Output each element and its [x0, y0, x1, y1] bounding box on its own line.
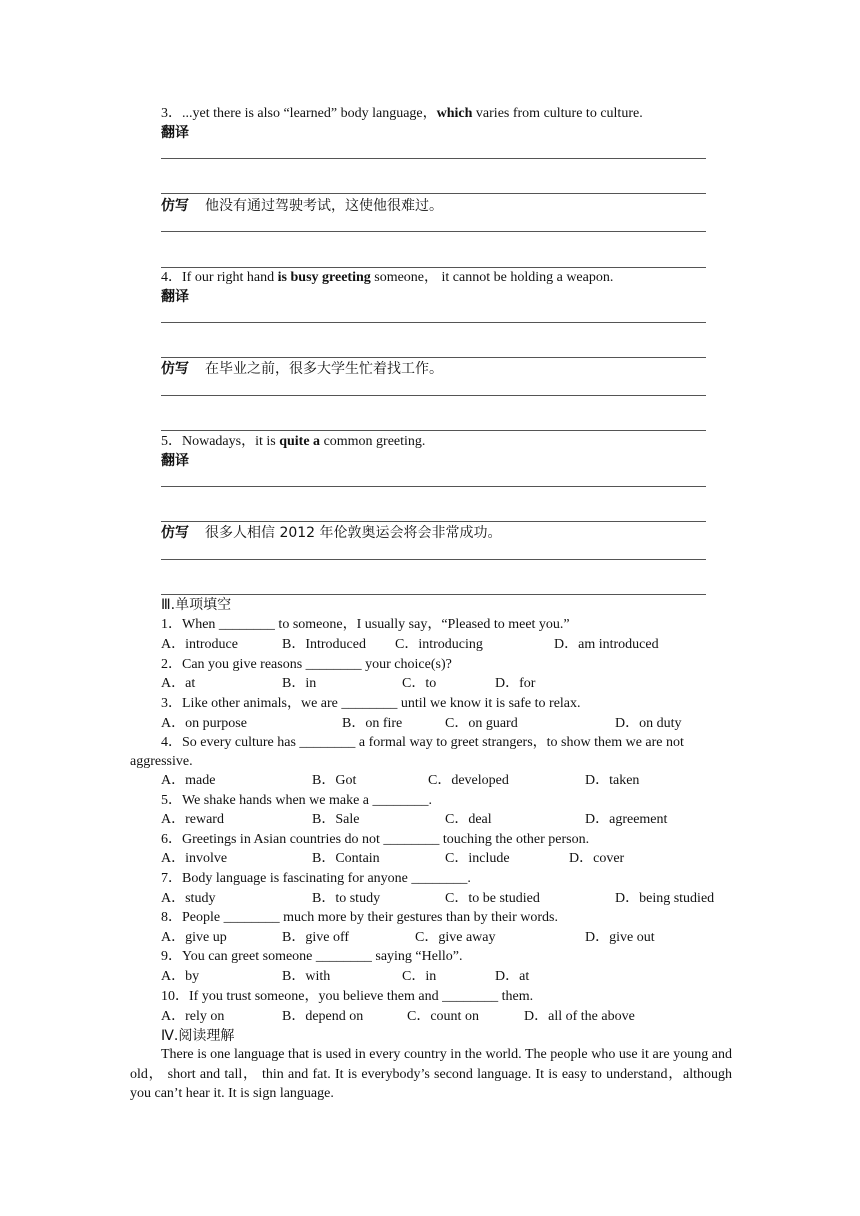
sentence-3 — [161, 107, 643, 121]
option-c[interactable]: C．to — [402, 676, 437, 691]
option-c[interactable]: C．in — [402, 969, 437, 984]
answer-line[interactable] — [161, 357, 706, 358]
answer-line[interactable] — [161, 395, 706, 396]
key-phrase: quite a — [279, 434, 321, 449]
option-b[interactable]: B．Contain — [312, 851, 380, 866]
section-title: Ⅳ.阅读理解 — [161, 1028, 235, 1044]
question-stem: 10．If you trust someone，you believe them and ________ them. — [161, 989, 534, 1004]
option-b[interactable]: B．Introduced — [282, 637, 366, 652]
translate-label: 翻译 — [161, 453, 189, 469]
translate-label: 翻译 — [161, 289, 189, 305]
option-c[interactable]: C．count on — [407, 1009, 479, 1024]
section-title: Ⅲ.单项填空 — [161, 597, 232, 613]
answer-line[interactable] — [161, 594, 706, 595]
option-b[interactable]: B．Got — [312, 773, 357, 788]
sentence-text: ...yet there is also “learned” body language， — [182, 106, 437, 121]
option-c[interactable]: C．introducing — [395, 637, 483, 652]
question-stem: 7．Body language is fascinating for anyone ________. — [161, 871, 471, 886]
answer-line[interactable] — [161, 322, 706, 323]
sentence-text: Nowadays，it is — [182, 434, 280, 449]
question-stem: 2．Can you give reasons ________ your choice(s)? — [161, 657, 452, 672]
sentence-text: someone， it cannot be holding a weapon. — [370, 270, 614, 285]
imitate-label: 仿写 — [161, 525, 189, 541]
imitate-row — [161, 199, 443, 213]
option-d[interactable]: D．agreement — [585, 812, 668, 827]
sentence-text: If our right hand — [182, 270, 278, 285]
answer-line[interactable] — [161, 559, 706, 560]
imitate-text: 他没有通过驾驶考试，这使他很难过。 — [205, 198, 443, 214]
option-b[interactable]: B．in — [282, 676, 317, 691]
answer-line[interactable] — [161, 193, 706, 194]
option-d[interactable]: D．being studied — [615, 891, 715, 906]
option-c[interactable]: C．developed — [428, 773, 509, 788]
option-b[interactable]: B．to study — [312, 891, 381, 906]
question-stem: 3．Like other animals，we are ________ until we know it is safe to relax. — [161, 696, 581, 711]
imitate-text: 很多人相信 2012 年伦敦奥运会将会非常成功。 — [205, 525, 502, 541]
answer-line[interactable] — [161, 486, 706, 487]
sentence-number: 3． — [161, 106, 182, 121]
option-b[interactable]: B．give off — [282, 930, 350, 945]
option-c[interactable]: C．deal — [445, 812, 492, 827]
option-a[interactable]: A．involve — [161, 851, 228, 866]
option-b[interactable]: B．with — [282, 969, 331, 984]
option-d[interactable]: D．taken — [585, 773, 640, 788]
sentence-5 — [161, 435, 425, 449]
sentence-number: 5． — [161, 434, 182, 449]
imitate-row — [161, 362, 443, 376]
key-phrase: is busy greeting — [277, 270, 371, 285]
option-b[interactable]: B．on fire — [342, 716, 403, 731]
option-a[interactable]: A．rely on — [161, 1009, 225, 1024]
option-b[interactable]: B．Sale — [312, 812, 360, 827]
option-c[interactable]: C．on guard — [445, 716, 518, 731]
question-stem: 5．We shake hands when we make a ________. — [161, 793, 433, 808]
question-stem: 4．So every culture has ________ a formal way to greet strangers，to show them we are not — [161, 735, 684, 750]
imitate-label: 仿写 — [161, 361, 189, 377]
reading-passage: There is one language that is used in every country in the world. The people who use it are young and old， short and tall， thin and fat. It is everybody’s second language. It is easy to understand，although you can’t hear it. It is sign language. — [130, 1047, 732, 1101]
option-a[interactable]: A．give up — [161, 930, 227, 945]
answer-line[interactable] — [161, 158, 706, 159]
question-stem: 8．People ________ much more by their gestures than by their words. — [161, 910, 558, 925]
answer-line[interactable] — [161, 521, 706, 522]
option-a[interactable]: A．study — [161, 891, 216, 906]
imitate-text: 在毕业之前，很多大学生忙着找工作。 — [205, 361, 443, 377]
option-c[interactable]: C．to be studied — [445, 891, 540, 906]
option-d[interactable]: D．give out — [585, 930, 655, 945]
option-d[interactable]: D．all of the above — [524, 1009, 635, 1024]
option-b[interactable]: B．depend on — [282, 1009, 364, 1024]
option-d[interactable]: D．am introduced — [554, 637, 659, 652]
question-stem: 1．When ________ to someone，I usually say，“Pleased to meet you.” — [161, 617, 570, 632]
option-a[interactable]: A．at — [161, 676, 196, 691]
sentence-number: 4． — [161, 270, 182, 285]
translate-label: 翻译 — [161, 125, 189, 141]
option-a[interactable]: A．on purpose — [161, 716, 247, 731]
option-a[interactable]: A．made — [161, 773, 216, 788]
option-a[interactable]: A．reward — [161, 812, 224, 827]
option-d[interactable]: D．for — [495, 676, 536, 691]
sentence-text: common greeting. — [320, 434, 426, 449]
sentence-text: varies from culture to culture. — [472, 106, 643, 121]
sentence-4 — [161, 271, 613, 285]
question-stem-continued: aggressive. — [130, 754, 193, 769]
question-stem: 6．Greetings in Asian countries do not ________ touching the other person. — [161, 832, 590, 847]
option-d[interactable]: D．cover — [569, 851, 625, 866]
answer-line[interactable] — [161, 267, 706, 268]
option-c[interactable]: C．include — [445, 851, 510, 866]
option-d[interactable]: D．at — [495, 969, 530, 984]
imitate-label: 仿写 — [161, 198, 189, 214]
key-phrase: which — [436, 106, 473, 121]
answer-line[interactable] — [161, 430, 706, 431]
imitate-row — [161, 526, 502, 540]
question-stem: 9．You can greet someone ________ saying “Hello”. — [161, 949, 463, 964]
option-c[interactable]: C．give away — [415, 930, 496, 945]
answer-line[interactable] — [161, 231, 706, 232]
option-a[interactable]: A．introduce — [161, 637, 238, 652]
option-a[interactable]: A．by — [161, 969, 200, 984]
option-d[interactable]: D．on duty — [615, 716, 682, 731]
